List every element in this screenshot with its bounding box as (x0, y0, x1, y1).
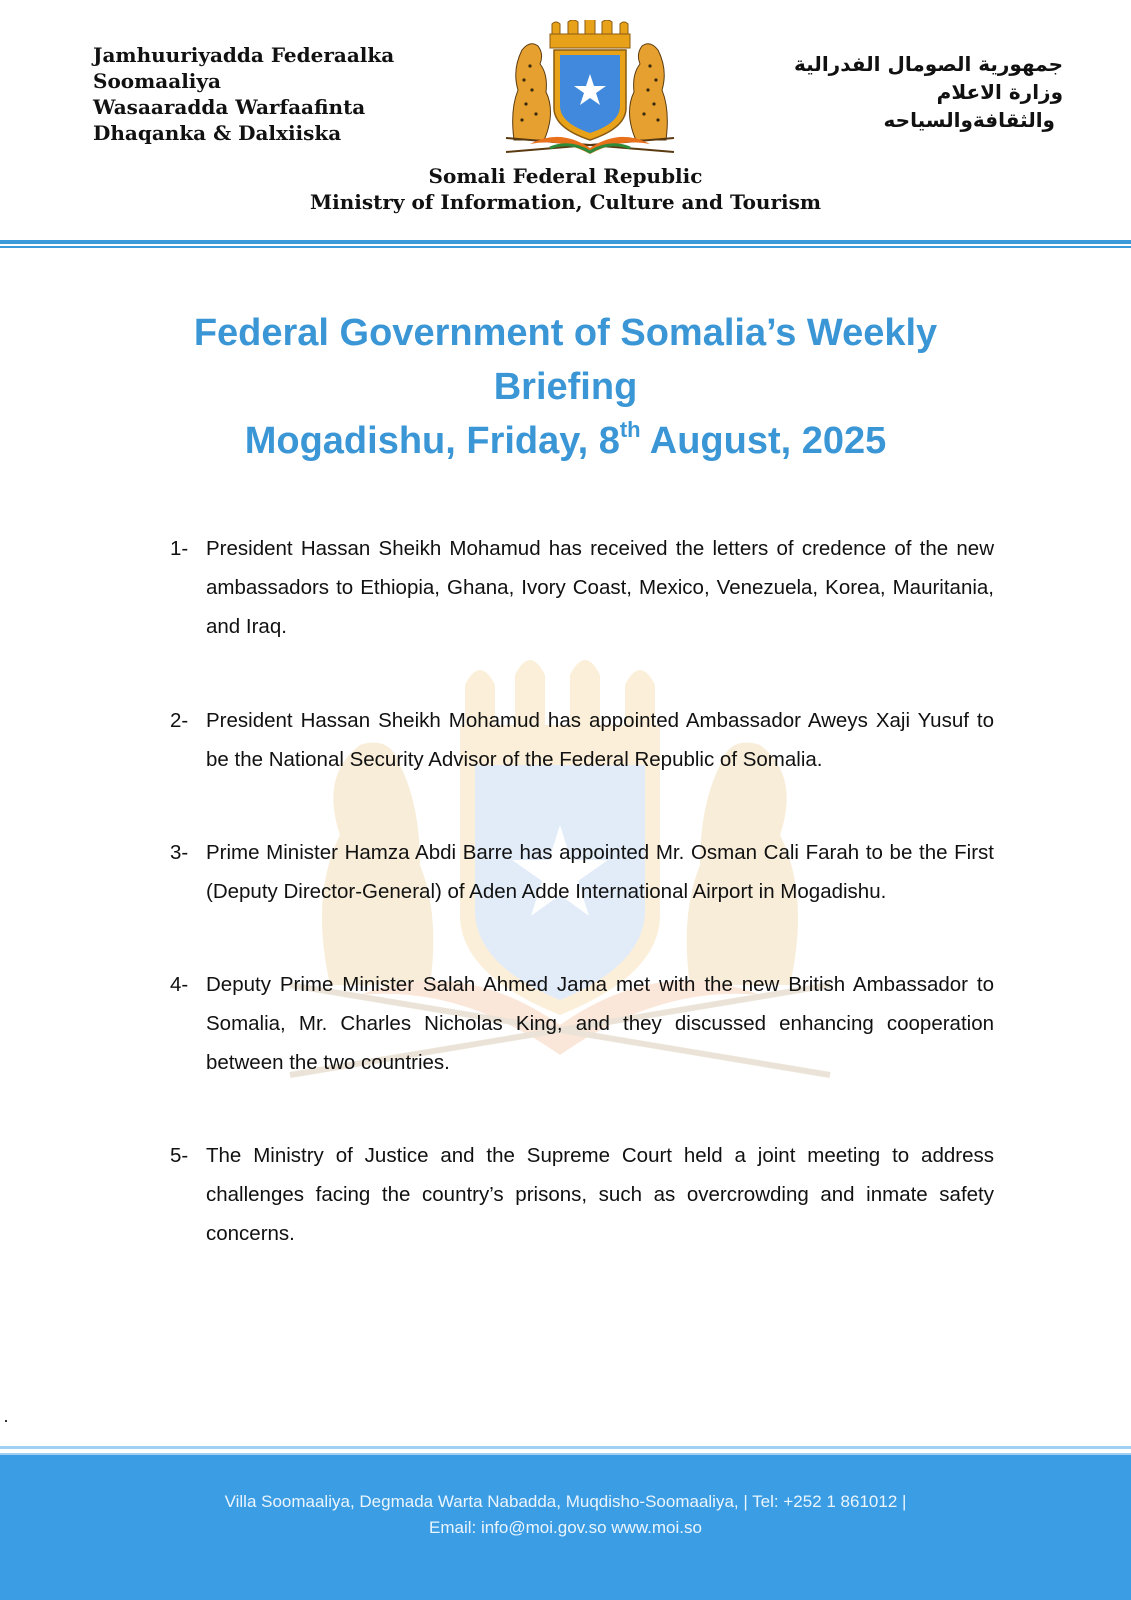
item-text: Deputy Prime Minister Salah Ahmed Jama met with the new British Ambassador to Somalia, Mr. Charles Nicholas King, and they discussed enhancing cooperation between the two countries. (206, 973, 994, 1074)
briefing-item (170, 529, 994, 646)
header-somali-line: Dhaqanka & Dalxiiska (93, 121, 342, 145)
title-dateline (0, 414, 1131, 468)
header-divider (0, 240, 1131, 248)
briefing-title (0, 306, 1131, 468)
item-text: President Hassan Sheikh Mohamud has received the letters of credence of the new ambassadors to Ethiopia, Ghana, Ivory Coast, Mexico, Venezuela, Korea, Mauritania, and Iraq. (206, 537, 994, 638)
item-number: 1- (170, 537, 189, 560)
somalia-coat-of-arms-icon (500, 20, 680, 160)
title-dateline-end: August, 2025 (640, 420, 887, 462)
briefing-item (170, 965, 994, 1082)
briefing-items-list (170, 529, 994, 1253)
header-ministry-name: Ministry of Information, Culture and Tourism (309, 190, 822, 214)
header-somali-text (93, 42, 394, 146)
header-somali-line: Jamhuuriyadda Federaalka (93, 43, 395, 67)
header-arabic-line: جمهورية الصومال الفدرالية (794, 52, 1063, 76)
footer-address: Villa Soomaaliya, Degmada Warta Nabadda, Muqdisho-Soomaaliya, | Tel: +252 1 861012 | (224, 1492, 907, 1511)
header-arabic-text (794, 50, 1063, 134)
footer-email-website: Email: info@moi.gov.so www.moi.so (429, 1518, 702, 1537)
footer-contact (0, 1489, 1131, 1541)
item-number: 5- (170, 1144, 189, 1167)
briefing-item (170, 1136, 994, 1253)
title-date-suffix: th (619, 417, 641, 442)
item-number: 3- (170, 841, 189, 864)
title-line-2: Briefing (493, 366, 638, 408)
item-text: Prime Minister Hamza Abdi Barre has appointed Mr. Osman Cali Farah to be the First (Deputy Director-General) of Aden Adde International Airport in Mogadishu. (206, 841, 994, 903)
title-line-1: Federal Government of Somalia’s Weekly (193, 312, 938, 354)
item-text: The Ministry of Justice and the Supreme Court held a joint meeting to address challenges facing the country’s prisons, such as overcrowding and inmate safety concerns. (206, 1144, 994, 1245)
briefing-item (170, 833, 994, 911)
header-somali-line: Wasaaradda Warfaafinta (93, 95, 366, 119)
briefing-item (170, 701, 994, 779)
title-dateline-start: Mogadishu, Friday, 8 (244, 420, 620, 462)
header-republic-name: Somali Federal Republic (428, 164, 703, 188)
header-arabic-line: وزارة الاعلام (936, 80, 1063, 104)
header-english-text (0, 163, 1131, 215)
header-arabic-line: والثقافةوالسياحه (883, 108, 1055, 132)
footer-divider (0, 1446, 1131, 1449)
header-somali-line: Soomaaliya (93, 69, 221, 93)
item-text: President Hassan Sheikh Mohamud has appointed Ambassador Aweys Xaji Yusuf to be the National Security Advisor of the Federal Republic of Somalia. (206, 709, 994, 771)
item-number: 4- (170, 973, 189, 996)
item-number: 2- (170, 709, 189, 732)
stray-mark (5, 1420, 7, 1422)
